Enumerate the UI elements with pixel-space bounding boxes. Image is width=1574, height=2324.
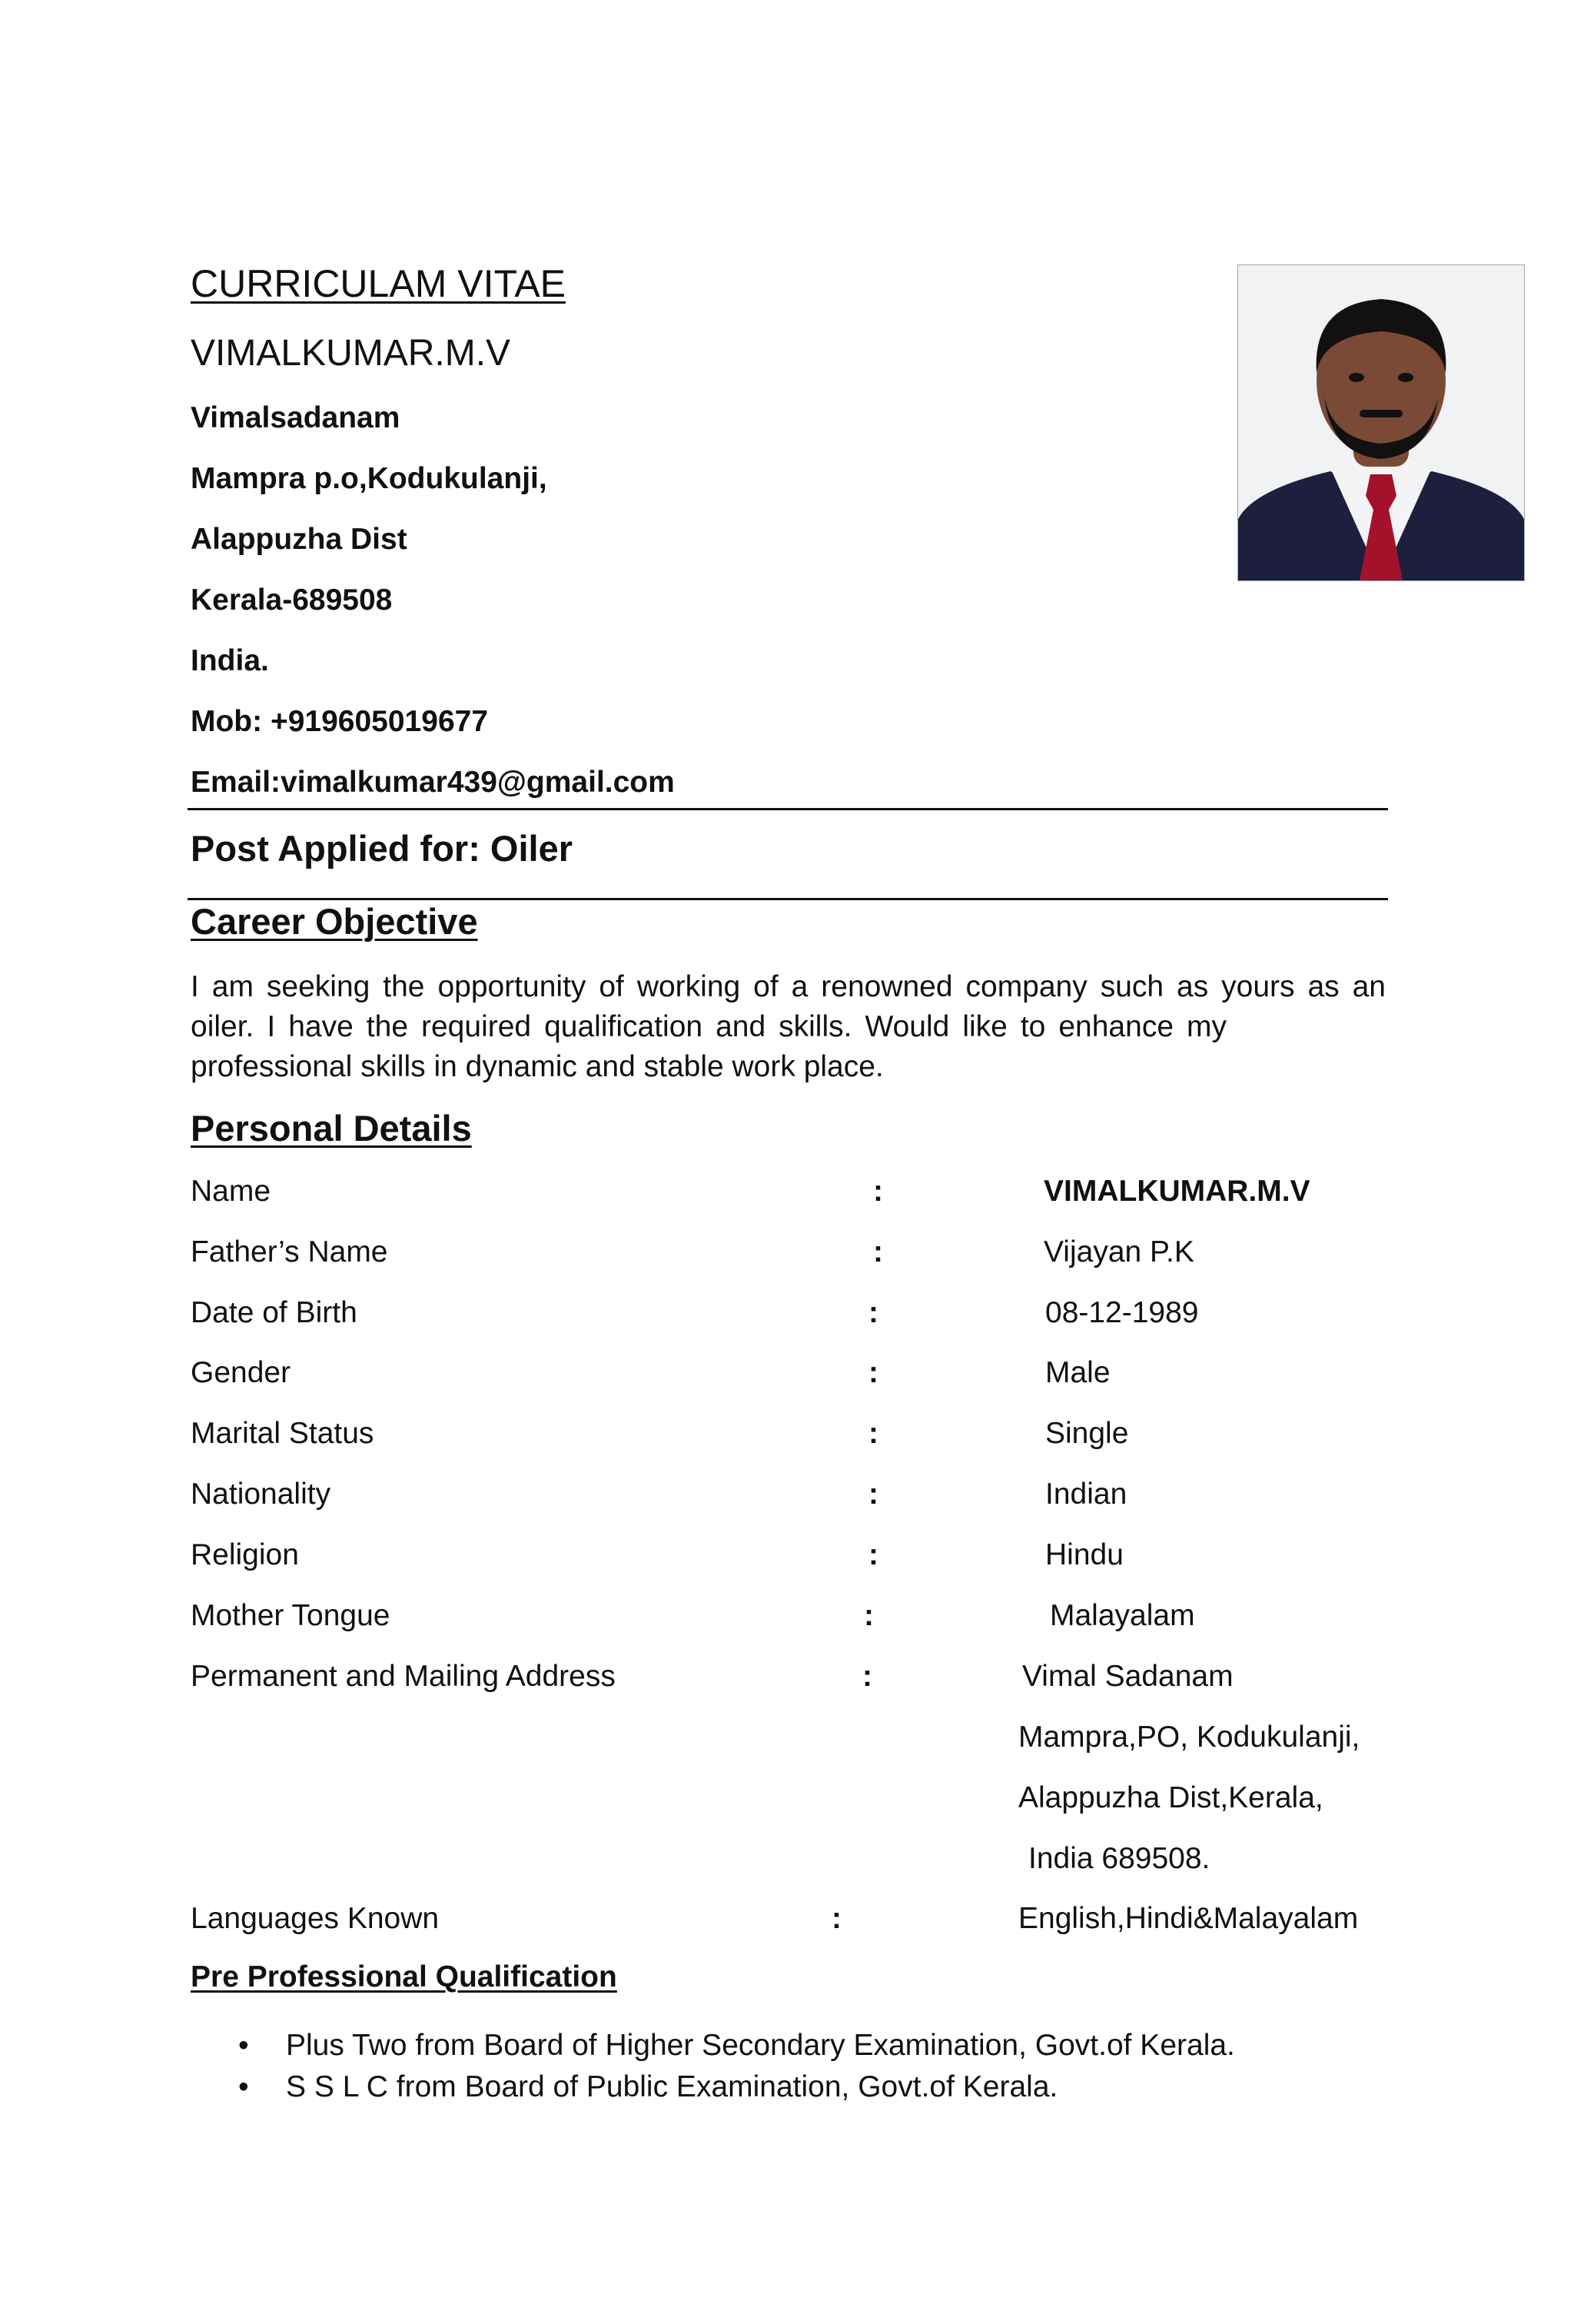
bullet-icon: •	[238, 2070, 249, 2103]
objective-line: oiler. I have the required qualification and skills. Would like to enhance my	[191, 1010, 1227, 1043]
address-line: Vimalsadanam	[191, 401, 400, 434]
mobile-number: Mob: +919605019677	[191, 705, 489, 738]
detail-value-religion: Hindu	[1045, 1538, 1124, 1571]
detail-value-languages: English,Hindi&Malayalam	[1018, 1902, 1359, 1935]
detail-colon: :	[868, 1417, 878, 1450]
detail-label-marital: Marital Status	[191, 1417, 374, 1450]
detail-value-gender: Male	[1045, 1356, 1111, 1389]
detail-label-father: Father’s Name	[191, 1235, 388, 1268]
divider	[188, 808, 1388, 810]
career-objective-heading: Career Objective	[191, 901, 478, 942]
objective-line: professional skills in dynamic and stable work place.	[191, 1050, 884, 1083]
address-continuation: Mampra,PO, Kodukulanji,	[1018, 1721, 1360, 1754]
detail-label-mother-tongue: Mother Tongue	[191, 1599, 390, 1632]
detail-label-name: Name	[191, 1175, 271, 1208]
detail-value-mother-tongue: Malayalam	[1050, 1599, 1195, 1632]
detail-colon: :	[832, 1902, 842, 1935]
qualification-list	[191, 2025, 1235, 2108]
detail-value-address: Vimal Sadanam	[1022, 1660, 1234, 1693]
detail-colon: :	[873, 1235, 883, 1268]
detail-value-father: Vijayan P.K	[1044, 1235, 1194, 1268]
detail-label-gender: Gender	[191, 1356, 291, 1389]
eye-right	[1398, 373, 1413, 382]
objective-line: I am seeking the opportunity of working of a renowned company such as yours as an	[191, 970, 1386, 1003]
address-line: Kerala-689508	[191, 583, 393, 617]
bullet-icon: •	[238, 2029, 249, 2062]
list-item	[191, 2066, 1235, 2108]
eye-left	[1349, 373, 1364, 382]
detail-value-marital: Single	[1045, 1417, 1129, 1450]
qualification-text: S S L C from Board of Public Examination, Govt.of Kerala.	[286, 2070, 1058, 2103]
detail-label-languages: Languages Known	[191, 1902, 440, 1935]
detail-colon: :	[873, 1175, 883, 1208]
document-title: CURRICULAM VITAE	[191, 262, 566, 305]
detail-value-nationality: Indian	[1045, 1478, 1127, 1511]
candidate-name: VIMALKUMAR.M.V	[191, 333, 511, 374]
profile-photo	[1237, 264, 1525, 581]
detail-label-nationality: Nationality	[191, 1478, 331, 1511]
detail-colon: :	[862, 1660, 872, 1693]
portrait-illustration	[1238, 265, 1524, 580]
moustache-shape	[1360, 410, 1403, 417]
personal-details-heading: Personal Details	[191, 1108, 472, 1149]
detail-colon: :	[868, 1478, 878, 1511]
address-line: India.	[191, 644, 269, 677]
email-address: Email:vimalkumar439@gmail.com	[191, 766, 675, 799]
address-line: Alappuzha Dist	[191, 523, 407, 556]
detail-colon: :	[868, 1538, 878, 1571]
post-applied: Post Applied for: Oiler	[191, 828, 573, 869]
career-objective-text	[191, 967, 1386, 1087]
address-continuation: Alappuzha Dist,Kerala,	[1018, 1781, 1323, 1814]
pre-professional-heading: Pre Professional Qualification	[191, 1960, 617, 1993]
detail-label-religion: Religion	[191, 1538, 299, 1571]
detail-colon: :	[868, 1296, 878, 1329]
address-line: Mampra p.o,Kodukulanji,	[191, 462, 547, 495]
detail-label-address: Permanent and Mailing Address	[191, 1660, 616, 1693]
address-continuation: India 689508.	[1028, 1842, 1210, 1875]
list-item	[191, 2025, 1235, 2066]
detail-label-dob: Date of Birth	[191, 1296, 357, 1329]
detail-colon: :	[864, 1599, 874, 1632]
detail-value-name: VIMALKUMAR.M.V	[1044, 1175, 1310, 1208]
detail-value-dob: 08-12-1989	[1045, 1296, 1199, 1329]
qualification-text: Plus Two from Board of Higher Secondary Examination, Govt.of Kerala.	[286, 2029, 1235, 2062]
detail-colon: :	[868, 1356, 878, 1389]
